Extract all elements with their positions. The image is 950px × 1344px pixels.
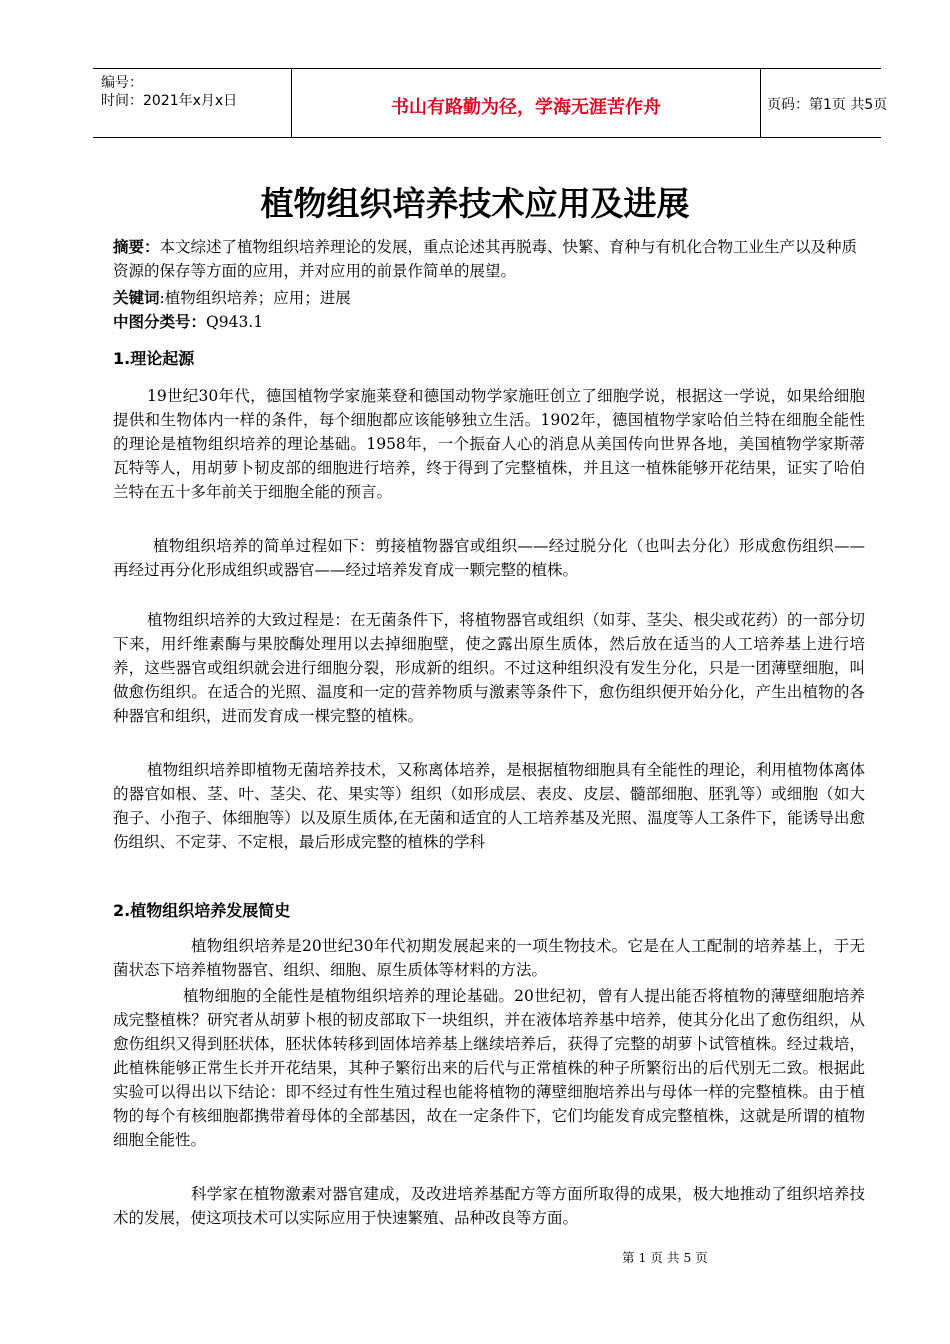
section-heading: 1.理论起源 (113, 349, 195, 368)
section-heading: 2.植物组织培养发展简史 (113, 901, 291, 920)
keywords-label: 关键词 (113, 289, 160, 307)
header-info-cell (93, 69, 291, 137)
paragraph: 植物组织培养即植物无菌培养技术，又称离体培养，是根据植物细胞具有全能性的理论，利用植物体离体的器官如根、茎、叶、茎尖、花、果实等）组织（如形成层、表皮、皮层、髓部细胞、胚乳等）或细胞（如大孢子、小孢子、体细胞等）以及原生质体,在无菌和适宜的人工培养基及光照、温度等人工条件下，能诱导出愈伤组织、不定芽、不定根，最后形成完整的植株的学科 (113, 761, 865, 851)
classification (113, 310, 865, 334)
abstract-text: 本文综述了植物组织培养理论的发展，重点论述其再脱毒、快繁、育种与有机化合物工业生产以及种质资源的保存等方面的应用，并对应用的前景作简单的展望。 (113, 238, 858, 280)
keywords (113, 286, 865, 310)
paragraph: 19世纪30年代，德国植物学家施莱登和德国动物学家施旺创立了细胞学说，根据这一学说，如果给细胞提供和生物体内一样的条件，每个细胞都应该能够独立生活。1902年，德国植物学家哈伯兰特在细胞全能性的理论是植物组织培养的理论基础。1958年，一个振奋人心的消息从美国传向世界各地，美国植物学家斯蒂瓦特等人，用胡萝卜韧皮部的细胞进行培养，终于得到了完整植株，并且这一植株能够开花结果，证实了哈伯兰特在五十多年前关于细胞全能的预言。 (113, 387, 865, 501)
header-page-cell (759, 69, 888, 137)
paragraph: 植物组织培养的大致过程是：在无菌条件下，将植物器官或组织（如芽、茎尖、根尖或花药）的一部分切下来，用纤维素酶与果胶酶处理用以去掉细胞壁，使之露出原生质体，然后放在适当的人工培养基上进行培养，这些器官或组织就会进行细胞分裂，形成新的组织。不过这种组织没有发生分化，只是一团薄壁细胞，叫做愈伤组织。在适合的光照、温度和一定的营养物质与激素等条件下，愈伤组织便开始分化，产生出植物的各种器官和组织，进而发育成一棵完整的植株。 (113, 611, 865, 725)
classification-text: Q943.1 (206, 313, 264, 331)
abstract (113, 235, 865, 283)
page-code: 页码：第1页 共5页 (767, 97, 888, 113)
paragraph: 植物组织培养的简单过程如下：剪接植物器官或组织——经过脱分化（也叫去分化）形成愈伤组织——再经过再分化形成组织或器官——经过培养发育成一颗完整的植株。 (113, 537, 865, 579)
page-footer: 第 1 页 共 5 页 (622, 1250, 708, 1265)
document-header (93, 68, 888, 138)
header-motto-cell (291, 69, 761, 137)
paragraph: 科学家在植物激素对器官建成，及改进培养基配方等方面所取得的成果，极大地推动了组织培养技术的发展，使这项技术可以实际应用于快速繁殖、品种改良等方面。 (113, 1185, 865, 1227)
classification-label: 中图分类号： (113, 313, 207, 331)
document-title: 植物组织培养技术应用及进展 (260, 184, 690, 223)
time-label: 时间：2021年x月x日 (101, 93, 238, 109)
paragraph: 植物细胞的全能性是植物组织培养的理论基础。20世纪初，曾有人提出能否将植物的薄壁细胞培养成完整植株？研究者从胡萝卜根的韧皮部取下一块组织，并在液体培养基中培养，使其分化出了愈伤组织，从愈伤组织又得到胚状体，胚状体转移到固体培养基上继续培养后，获得了完整的胡萝卜试管植株。经过栽培，此植株能够正常生长并开花结果，其种子繁衍出来的后代与正常植株的种子所繁衍出的后代别无二致。根据此实验可以得出以下结论：即不经过有性生殖过程也能将植物的薄壁细胞培养出与母体一样的完整植株。由于植物的每个有核细胞都携带着母体的全部基因，故在一定条件下，它们均能发育成完整植株，这就是所谓的植物细胞全能性。 (113, 987, 865, 1149)
number-label: 编号： (101, 75, 143, 91)
abstract-label: 摘要： (113, 238, 160, 256)
keywords-text: :植物组织培养；应用；进展 (159, 289, 351, 307)
paragraph: 植物组织培养是20世纪30年代初期发展起来的一项生物技术。它是在人工配制的培养基上，于无菌状态下培养植物器官、组织、细胞、原生质体等材料的方法。 (113, 937, 865, 979)
motto-text: 书山有路勤为径，学海无涯苦作舟 (391, 97, 661, 118)
